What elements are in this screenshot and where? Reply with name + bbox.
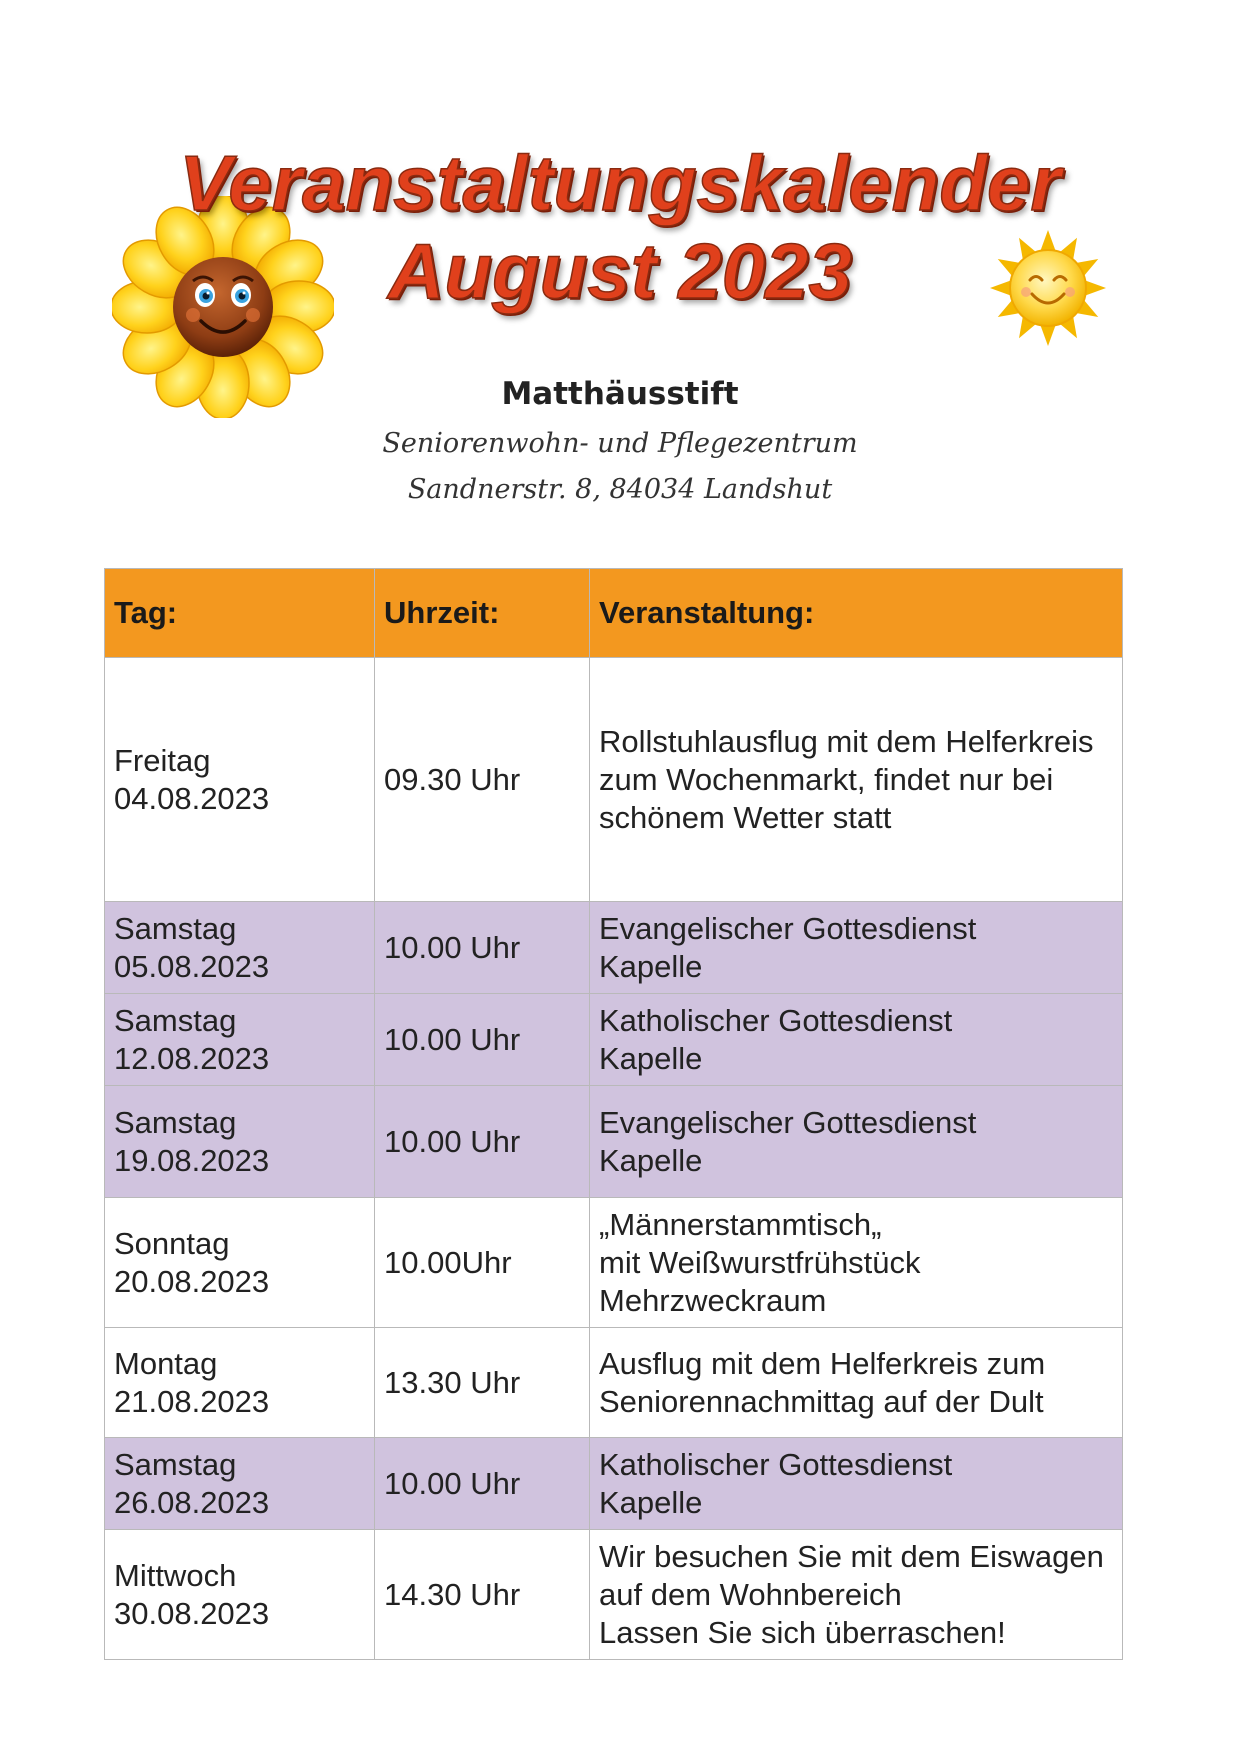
cell-time: 10.00 Uhr [375,902,590,994]
cell-event: Katholischer Gottesdienst Kapelle [590,1438,1123,1530]
cell-event: Ausflug mit dem Helferkreis zum Seniorennachmittag auf der Dult [590,1328,1123,1438]
table-row [105,994,1123,1086]
table-row [105,1530,1123,1660]
cell-day: Samstag 19.08.2023 [105,1086,375,1198]
cell-event: Katholischer Gottesdienst Kapelle [590,994,1123,1086]
table-row [105,1086,1123,1198]
cell-day: Mittwoch 30.08.2023 [105,1530,375,1660]
table-row [105,658,1123,902]
cell-day: Samstag 05.08.2023 [105,902,375,994]
column-header-day: Tag: [105,569,375,658]
cell-event: Evangelischer Gottesdienst Kapelle [590,1086,1123,1198]
cell-event: „Männerstammtisch„ mit Weißwurstfrühstück Mehrzweckraum [590,1198,1123,1328]
cell-time: 09.30 Uhr [375,658,590,902]
organization-name: Matthäusstift [501,376,739,412]
cell-time: 10.00Uhr [375,1198,590,1328]
page-subtitle-month: August 2023 [388,227,852,315]
cell-day: Freitag 04.08.2023 [105,658,375,902]
cell-event: Rollstuhlausflug mit dem Helferkreis zum Wochenmarkt, findet nur bei schönem Wetter statt [590,658,1123,902]
events-table [104,568,1123,1660]
table-row [105,1328,1123,1438]
organization-description: Seniorenwohn- und Pflegezentrum [382,428,858,459]
organization-address: Sandnerstr. 8, 84034 Landshut [407,474,833,505]
cell-day: Samstag 26.08.2023 [105,1438,375,1530]
cell-event: Evangelischer Gottesdienst Kapelle [590,902,1123,994]
cell-time: 14.30 Uhr [375,1530,590,1660]
column-header-event: Veranstaltung: [590,569,1123,658]
table-row [105,902,1123,994]
page-title: Veranstaltungskalender [179,139,1061,227]
table-header-row [105,569,1123,658]
cell-time: 10.00 Uhr [375,994,590,1086]
cell-event: Wir besuchen Sie mit dem Eiswagen auf dem Wohnbereich Lassen Sie sich überraschen! [590,1530,1123,1660]
table-row [105,1438,1123,1530]
cell-day: Samstag 12.08.2023 [105,994,375,1086]
cell-day: Sonntag 20.08.2023 [105,1198,375,1328]
column-header-time: Uhrzeit: [375,569,590,658]
table-row [105,1198,1123,1328]
cell-day: Montag 21.08.2023 [105,1328,375,1438]
cell-time: 10.00 Uhr [375,1438,590,1530]
cell-time: 13.30 Uhr [375,1328,590,1438]
cell-time: 10.00 Uhr [375,1086,590,1198]
